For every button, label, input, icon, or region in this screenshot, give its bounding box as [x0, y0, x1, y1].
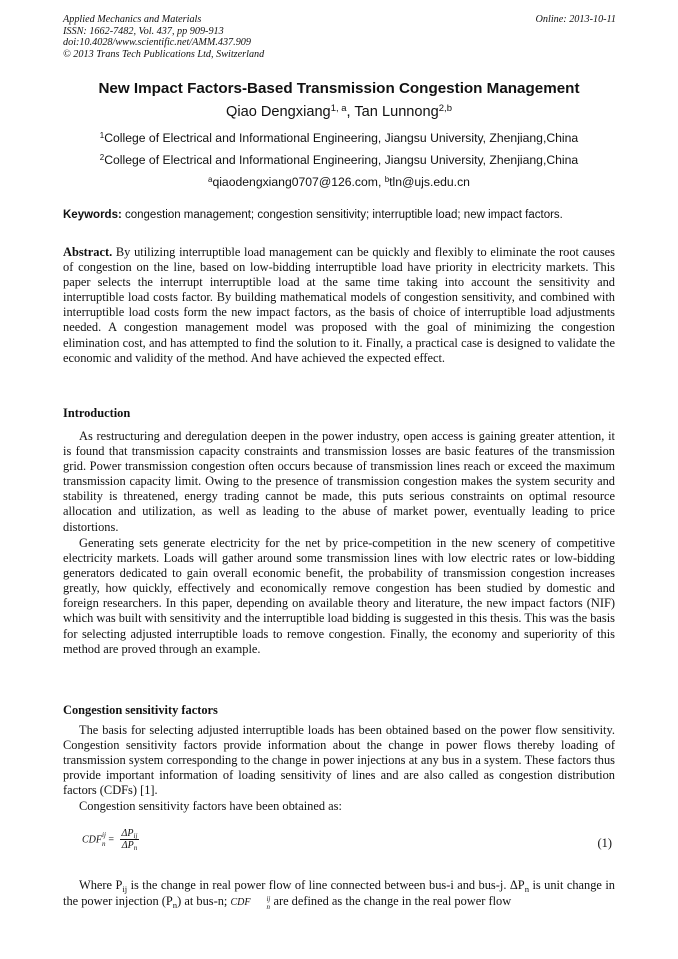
csf-paragraph-3: [63, 878, 615, 911]
eq-numerator: [120, 828, 140, 840]
paper-title: New Impact Factors-Based Transmission Congestion Management: [98, 80, 580, 97]
eq-lhs: CDF: [82, 833, 102, 845]
eq-den-sub: n: [133, 844, 138, 853]
where-sub-a: ij: [122, 884, 128, 895]
copyright-line: © 2013 Trans Tech Publications Ltd, Switzerland: [63, 48, 265, 60]
keywords-label: Keywords:: [63, 209, 122, 221]
introduction-heading: Introduction: [63, 406, 131, 420]
csf-heading: Congestion sensitivity factors: [63, 703, 218, 717]
author-2: Tan Lunnong: [354, 104, 439, 120]
affiliation-2: [0, 153, 678, 167]
eq-lhs-sup: ij: [102, 830, 106, 839]
equation-math: [82, 828, 139, 851]
abstract-label: Abstract.: [63, 245, 113, 259]
author-1: Qiao Dengxiang: [226, 104, 331, 120]
eq-denominator: [120, 840, 140, 851]
journal-name: Applied Mechanics and Materials: [63, 14, 202, 25]
intro-paragraph-2: Generating sets generate electricity for the net by price-competition in the new scenery of competitive electricity markets. Loads will gather around some transmission lines with low electric rates or low-bidding generators dedicated to gain overall economic benefit, the probability of transmission congestion increases greatly, how quickly, effectively and economically remove congestion has been studied by domestic and foreign researchers. In this paper, depending on available theory and literature, the new impact factors (NIF) which was built with sensitivity and the interruptible load bidding is suggested in this thesis. This was the basis for selecting adjusted interruptible loads to remove congestion. Finally, the economy and superiority of this method are proved through an example.: [63, 536, 615, 656]
inline-cdf-sub: n: [266, 902, 270, 911]
where-text-a: Where P: [79, 878, 123, 892]
where-sub-c: n: [172, 900, 178, 911]
affiliation-1-sup: 1: [99, 130, 105, 140]
email-a: qiaodengxiang0707@126.com,: [212, 175, 385, 189]
eq-equals: =: [105, 833, 115, 845]
eq-lhs-sub: n: [102, 839, 106, 848]
author-line: [0, 104, 678, 120]
affiliation-2-sup: 2: [99, 152, 105, 162]
keywords-text: congestion management; congestion sensitivity; interruptible load; new impact factors.: [121, 209, 563, 221]
where-text-c: is unit change in the power injection (P: [63, 878, 615, 909]
eq-num-sub: ij: [133, 832, 138, 841]
eq-den-text: ΔP: [121, 840, 134, 851]
author-1-sup: 1, a: [330, 102, 347, 114]
online-date: Online: 2013-10-11: [535, 14, 616, 25]
email-line: [0, 175, 678, 189]
doi-line: doi:10.4028/www.scientific.net/AMM.437.909: [63, 37, 251, 49]
eq-num-text: ΔP: [121, 828, 134, 839]
journal-header: [63, 14, 264, 60]
equation-number: (1): [597, 836, 612, 850]
affiliation-2-text: College of Electrical and Informational Engineering, Jiangsu University, Zhenjiang,China: [104, 153, 579, 167]
where-text-e: are defined as the change in the real power flow: [270, 894, 512, 909]
csf-paragraph-1: The basis for selecting adjusted interruptible loads has been obtained based on the power flow sensitivity. Congestion sensitivity factors provide information about the change in power flows thereby loading of transmission system corresponding to the change in power injections at any bus in a system. These factors thus provide important information of loading sensitivity of lines and are also called as congestion distribution factors (CDFs) [1].: [63, 723, 615, 798]
author-separator: ,: [346, 104, 355, 120]
csf-paragraph-2: Congestion sensitivity factors have been obtained as:: [79, 799, 342, 813]
email-b: tln@ujs.edu.cn: [389, 175, 470, 189]
inline-cdf-text: CDF: [230, 897, 251, 909]
affiliation-1-text: College of Electrical and Informational Engineering, Jiangsu University, Zhenjiang,China: [104, 131, 579, 145]
email-b-sup: b: [384, 174, 390, 184]
keywords: [63, 209, 623, 221]
eq-fraction: [120, 828, 140, 851]
abstract-text: By utilizing interruptible load management can be quickly and flexibly to eliminate the root causes of congestion on the line, based on low-bidding interruptible load have priority in electricity markets. This paper selects the interrupt interruptible load at the same time taking into account the sensitivity and interruptible load costs factor. By building mathematical models of congestion sensitivity, and combined with interruptible load costs form the new impact factors, as the basis of choice of interruptible load adjustments needed. A congestion management model was proposed with the goal of minimizing the congestion elimination cost, and has attempted to find the solution to it. Finally, a practical case is designed to validate the economic and validity of the method. And have achieved the expected effect.: [63, 245, 615, 365]
email-a-sup: a: [208, 174, 213, 184]
equation-1: [82, 828, 612, 864]
abstract: [63, 245, 615, 366]
inline-cdf-sup: ij: [266, 894, 271, 903]
author-2-sup: 2,b: [438, 102, 452, 114]
where-sub-b: n: [524, 884, 530, 895]
inline-cdf: [230, 894, 271, 911]
affiliation-1: [0, 131, 678, 145]
where-text-b: is the change in real power flow of line connected between bus-i and bus-j. ΔP: [127, 878, 525, 892]
issn-line: ISSN: 1662-7482, Vol. 437, pp 909-913: [63, 25, 224, 37]
intro-paragraph-1: As restructuring and deregulation deepen in the power industry, open access is gaining greater attention, it is found that transmission capacity constraints and transmission losses are basic features of the transmission grid. Power transmission congestion often occurs because of transmission lines reach or exceed the maximum transmission capacity limit. Owing to the presence of transmission congestion makes the system security and stability is threatened, energy trading cannot be made, this puts serious constraints on optimal resource allocation and utilization, as well as leading to the abuse of market power, eventually leading to price distortions.: [63, 429, 615, 534]
where-text-d: ) at bus-n;: [177, 894, 231, 909]
